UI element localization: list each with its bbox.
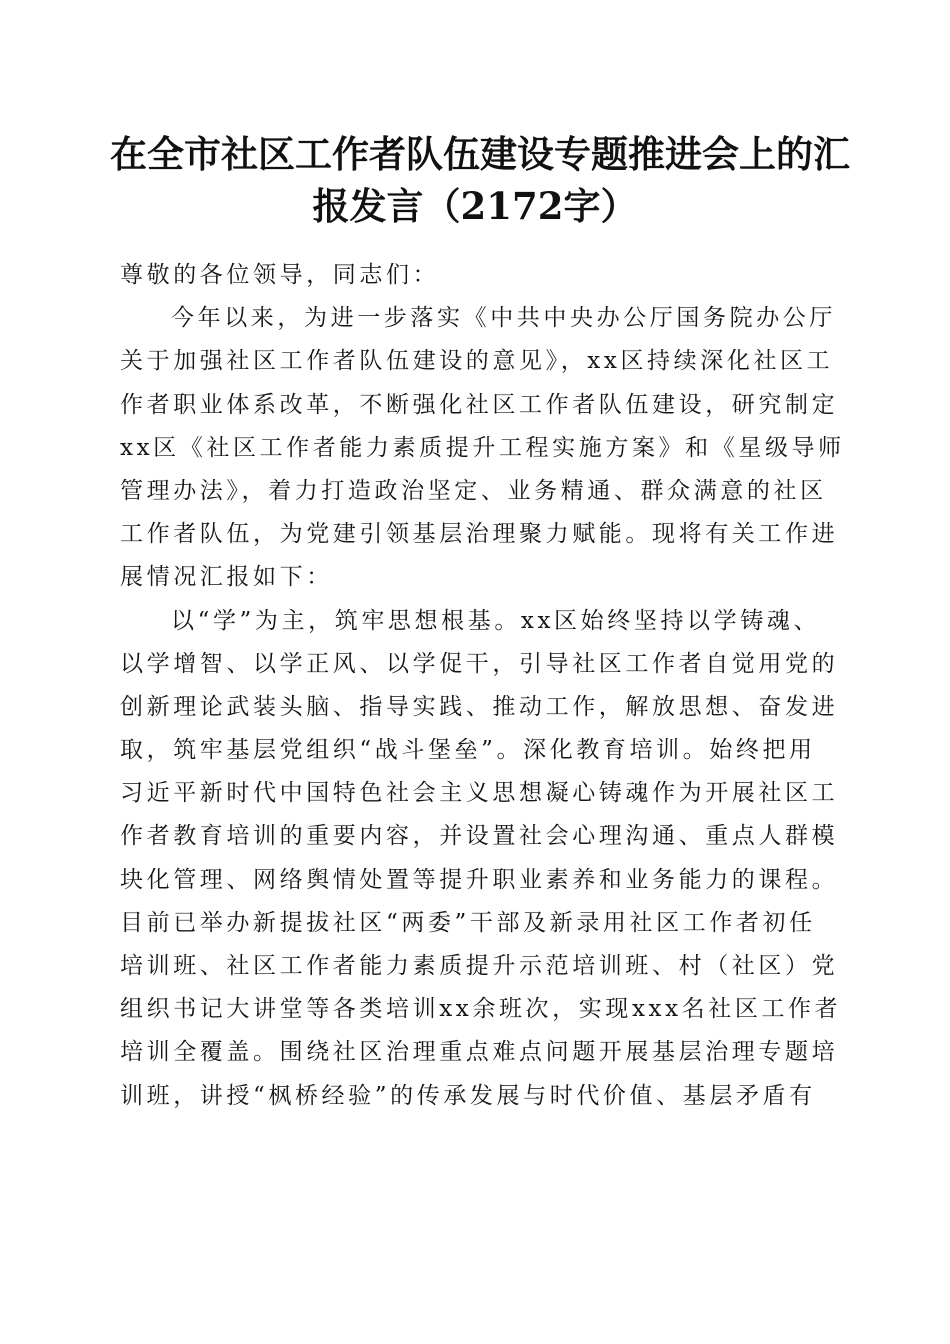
- title-line-1: 在全市社区工作者队伍建设专题推进会上的汇: [110, 132, 850, 176]
- title-line-2: 报发言（2172字）: [312, 184, 638, 228]
- paragraph-line: 组织书记大讲堂等各类培训xx余班次，实现xxx名社区工作者: [120, 996, 842, 1023]
- paragraph-line: 块化管理、网络舆情处置等提升职业素养和业务能力的课程。: [120, 866, 839, 893]
- paragraph-line: 作者职业体系改革，不断强化社区工作者队伍建设，研究制定: [120, 391, 839, 418]
- paragraph-line: 工作者队伍，为党建引领基层治理聚力赋能。现将有关工作进: [120, 521, 839, 548]
- paragraph-line: 培训班、社区工作者能力素质提升示范培训班、村（社区）党: [120, 953, 839, 979]
- paragraph-line: 展情况汇报如下：: [120, 564, 333, 591]
- salutation: 尊敬的各位领导，同志们：: [120, 262, 440, 288]
- paragraph-line: 培训全覆盖。围绕社区治理重点难点问题开展基层治理专题培: [120, 1039, 839, 1066]
- paragraph-line: 管理办法》，着力打造政治坚定、业务精通、群众满意的社区: [120, 477, 827, 504]
- paragraph-line: 创新理论武装头脑、指导实践、推动工作，解放思想、奋发进: [120, 693, 839, 720]
- paragraph-line: 目前已举办新提拔社区“两委”干部及新录用社区工作者初任: [120, 909, 816, 936]
- paragraph-line: 关于加强社区工作者队伍建设的意见》，xx区持续深化社区工: [120, 348, 834, 375]
- document-title: [110, 128, 850, 232]
- paragraph-line: 今年以来，为进一步落实《中共中央办公厅国务院办公厅: [171, 305, 836, 332]
- paragraph-line: 以学增智、以学正风、以学促干，引导社区工作者自觉用党的: [120, 650, 839, 677]
- paragraph-line: 训班，讲授“枫桥经验”的传承发展与时代价值、基层矛盾有: [120, 1082, 816, 1109]
- paragraph-line: xx区《社区工作者能力素质提升工程实施方案》和《星级导师: [120, 434, 845, 461]
- document-body: [120, 254, 845, 1118]
- paragraph-line: 习近平新时代中国特色社会主义思想凝心铸魂作为开展社区工: [120, 780, 839, 807]
- paragraph-line: 以“学”为主，筑牢思想根基。xx区始终坚持以学铸魂、: [171, 607, 821, 634]
- paragraph-line: 取，筑牢基层党组织“战斗堡垒”。深化教育培训。始终把用: [120, 737, 816, 764]
- paragraph-line: 作者教育培训的重要内容，并设置社会心理沟通、重点人群模: [120, 823, 839, 850]
